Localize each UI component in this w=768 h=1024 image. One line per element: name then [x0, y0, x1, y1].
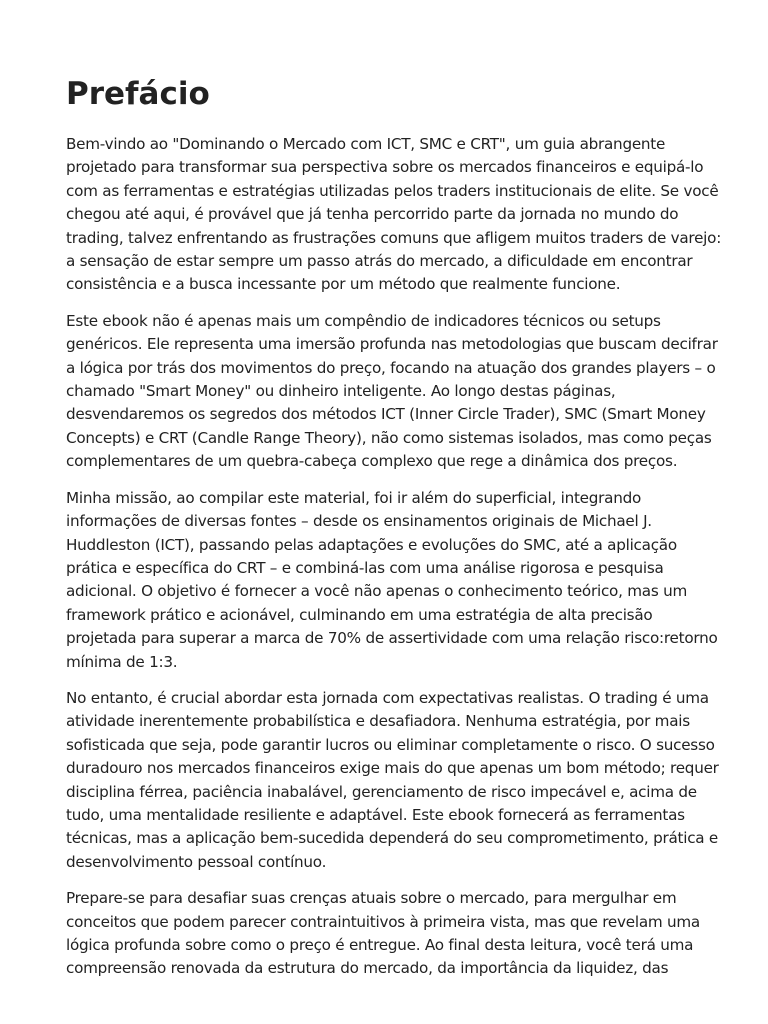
- text-line: lógica profunda sobre como o preço é entregue. Ao final desta leitura, você terá uma: [66, 936, 694, 954]
- paragraph-1: [66, 133, 722, 297]
- text-line: desvendaremos os segredos dos métodos ICT (Inner Circle Trader), SMC (Smart Money: [66, 405, 706, 424]
- text-line: projetada para superar a marca de 70% de assertividade com uma relação risco:retorno: [66, 629, 718, 648]
- text-line: Bem-vindo ao "Dominando o Mercado com ICT, SMC e CRT", um guia abrangente: [66, 135, 666, 153]
- text-line: tudo, uma mentalidade resiliente e adaptável. Este ebook fornecerá as ferramentas: [66, 805, 685, 824]
- text-line: desenvolvimento pessoal contínuo.: [66, 852, 327, 871]
- text-line: projetado para transformar sua perspectiva sobre os mercados financeiros e equipá-lo: [66, 158, 704, 177]
- text-line: informações de diversas fontes – desde os ensinamentos originais de Michael J.: [66, 512, 652, 531]
- text-line: prática e específica do CRT – e combiná-las com uma análise rigorosa e pesquisa: [66, 558, 664, 577]
- text-line: compreensão renovada da estrutura do mercado, da importância da liquidez, das: [66, 959, 669, 978]
- text-line: conceitos que podem parecer contraintuitivos à primeira vista, mas que revelam uma: [66, 912, 700, 931]
- text-line: Este ebook não é apenas mais um compêndio de indicadores técnicos ou setups: [66, 311, 661, 330]
- text-line: disciplina férrea, paciência inabalável, gerenciamento de risco impecável e, acima de: [66, 782, 697, 801]
- text-line: a lógica por trás dos movimentos do preço, focando na atuação dos grandes players – o: [66, 358, 716, 377]
- text-line: trading, talvez enfrentando as frustrações comuns que afligem muitos traders de varejo:: [66, 228, 722, 247]
- text-line: Concepts) e CRT (Candle Range Theory), não como sistemas isolados, mas como peças: [66, 428, 712, 447]
- paragraph-3: [66, 487, 718, 674]
- text-line: adicional. O objetivo é fornecer a você não apenas o conhecimento teórico, mas um: [66, 582, 687, 601]
- text-line: Huddleston (ICT), passando pelas adaptações e evoluções do SMC, até a aplicação: [66, 535, 677, 554]
- page-title: Prefácio: [66, 76, 210, 112]
- text-line: chegou até aqui, é provável que já tenha percorrido parte da jornada no mundo do: [66, 205, 679, 224]
- preface-body: [66, 133, 722, 994]
- text-line: Prepare-se para desafiar suas crenças atuais sobre o mercado, para mergulhar em: [66, 889, 677, 908]
- paragraph-5: [66, 887, 706, 981]
- text-line: com as ferramentas e estratégias utilizadas pelos traders institucionais de elite. Se você: [66, 181, 719, 200]
- text-line: a sensação de estar sempre um passo atrás do mercado, a dificuldade em encontrar: [66, 252, 693, 271]
- text-line: No entanto, é crucial abordar esta jornada com expectativas realistas. O trading é uma: [66, 688, 709, 707]
- text-line: genéricos. Ele representa uma imersão profunda nas metodologias que buscam decifrar: [66, 335, 718, 354]
- paragraph-4: [66, 687, 719, 874]
- text-line: framework prático e acionável, culminando em uma estratégia de alta precisão: [66, 605, 653, 624]
- text-line: sofisticada que seja, pode garantir lucros ou eliminar completamente o risco. O sucesso: [66, 735, 715, 754]
- text-line: complementares de um quebra-cabeça complexo que rege a dinâmica dos preços.: [66, 452, 678, 471]
- paragraph-2: [66, 310, 718, 474]
- text-line: mínima de 1:3.: [66, 652, 178, 671]
- text-line: Minha missão, ao compilar este material, foi ir além do superficial, integrando: [66, 488, 642, 507]
- text-line: duradouro nos mercados financeiros exige mais do que apenas um bom método; requer: [66, 759, 719, 778]
- text-line: chamado "Smart Money" ou dinheiro inteligente. Ao longo destas páginas,: [66, 382, 616, 401]
- text-line: consistência e a busca incessante por um método que realmente funcione.: [66, 275, 621, 294]
- text-line: técnicas, mas a aplicação bem-sucedida dependerá do seu comprometimento, prática e: [66, 829, 719, 848]
- text-line: atividade inerentemente probabilística e desafiadora. Nenhuma estratégia, por mais: [66, 712, 690, 731]
